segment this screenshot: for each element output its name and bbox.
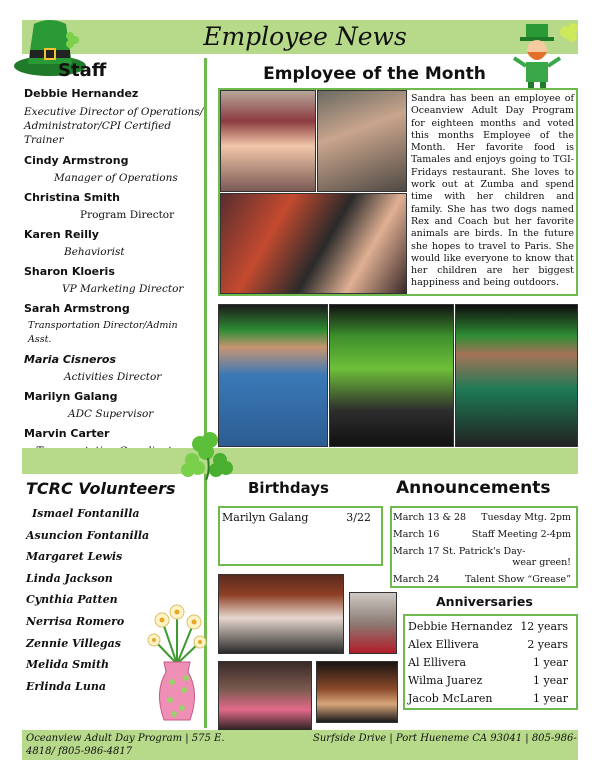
birthday-name: Marilyn Galang <box>222 511 309 524</box>
staff-member: Christina Smith Program Director <box>24 191 175 221</box>
birthday-date: 3/22 <box>346 511 371 524</box>
footer-line2: 4818/ f805-986-4817 <box>26 746 133 757</box>
anniversary-row: Jacob McLaren 1 year <box>408 692 568 705</box>
staff-member: Debbie Hernandez Executive Director of Operations/ Administrator/CPI Certified Trainer <box>24 87 204 146</box>
volunteer-name: Melida Smith <box>26 658 110 672</box>
volunteer-name: Asuncion Fontanilla <box>26 528 150 542</box>
anniversaries-list <box>408 620 574 710</box>
staff-member: Marilyn Galang ADC Supervisor <box>24 390 154 420</box>
volunteers-heading: TCRC Volunteers <box>26 479 176 498</box>
volunteer-name: Ismael Fontanilla <box>32 507 140 520</box>
group-photo-1 <box>218 304 328 447</box>
staff-member: Karen Reilly Behaviorist <box>24 228 125 258</box>
volunteer-name: Linda Jackson <box>26 571 113 585</box>
eom-party-photo <box>220 193 407 294</box>
eom-portrait-photo <box>220 90 316 192</box>
flower-vase-icon <box>144 602 210 730</box>
footer-left: Oceanview Adult Day Program | 575 E. <box>26 733 225 744</box>
announcement-row: March 13 & 28 Tuesday Mtg. 2pm <box>393 512 571 523</box>
newsletter-title: Employee News <box>203 22 407 51</box>
announcement-row: March 17 St. Patrick's Day- <box>393 546 526 557</box>
announcements-list: March 13 & 28 Tuesday Mtg. 2pm March 16 Staff Meeting 2-4pm March 17 St. Patrick's Day- wear green! March 24 Talent Show “Grease” <box>393 510 577 588</box>
anniversary-row: Al Ellivera 1 year <box>408 656 568 669</box>
section-band <box>22 448 578 474</box>
announcement-row: March 24 Talent Show “Grease” <box>393 574 571 585</box>
eom-heading: Employee of the Month <box>263 64 486 84</box>
birthday-entry <box>222 511 379 525</box>
group-photo-3 <box>455 304 578 447</box>
curlers-photo <box>349 592 397 654</box>
volunteer-name: Erlinda Luna <box>26 679 107 693</box>
car-prop-photo <box>218 661 312 731</box>
talent-show-photo <box>218 574 344 654</box>
anniversary-row: Alex Ellivera 2 years <box>408 638 568 651</box>
anniversaries-heading: Anniversaries <box>436 594 533 609</box>
volunteer-name: Zennie Villegas <box>26 636 121 650</box>
staff-member: Marvin Carter <box>24 427 110 440</box>
birthdays-heading: Birthdays <box>248 479 329 497</box>
staff-member: Sharon Kloeris VP Marketing Director <box>24 265 184 295</box>
eom-story: Sandra has been an employee of Oceanview Adult Day Program for eighteen months and voted this months Employee of the Month. Her favorite food is Tamales and enjoys going to TGI-Fridays restaurant. She loves to work out at Zumba and spend time with her children and family. She has two dogs named Rex and Coach but her favorite animals are birds. In the future she hopes to travel to Paris. She would like everyone to know that her children are her biggest happiness and being outdoors. <box>411 93 574 289</box>
footer-right: Surfside Drive | Port Hueneme CA 93041 | 805-986- <box>313 733 577 744</box>
announcements-heading: Announcements <box>396 478 551 498</box>
shamrock-icon <box>180 430 236 482</box>
volunteer-name: Cynthia Patten <box>26 593 118 607</box>
staff-list <box>24 86 204 463</box>
announcement-row: March 16 Staff Meeting 2-4pm <box>393 529 571 540</box>
anniversary-row: Debbie Hernandez 12 years <box>408 620 568 633</box>
staff-heading: Staff <box>58 60 107 81</box>
anniversary-row: Wilma Juarez 1 year <box>408 674 568 687</box>
group-photo-2 <box>329 304 454 447</box>
volunteer-name: Nerrisa Romero <box>26 614 125 628</box>
staff-member: Sarah Armstrong Transportation Director/Admin Asst. <box>24 302 178 345</box>
volunteer-name: Margaret Lewis <box>26 550 123 564</box>
staff-member: Maria Cisneros Activities Director <box>24 353 162 383</box>
guitar-photo <box>316 661 398 723</box>
eom-money-photo <box>317 90 407 192</box>
staff-member: Cindy Armstrong Manager of Operations <box>24 154 178 184</box>
